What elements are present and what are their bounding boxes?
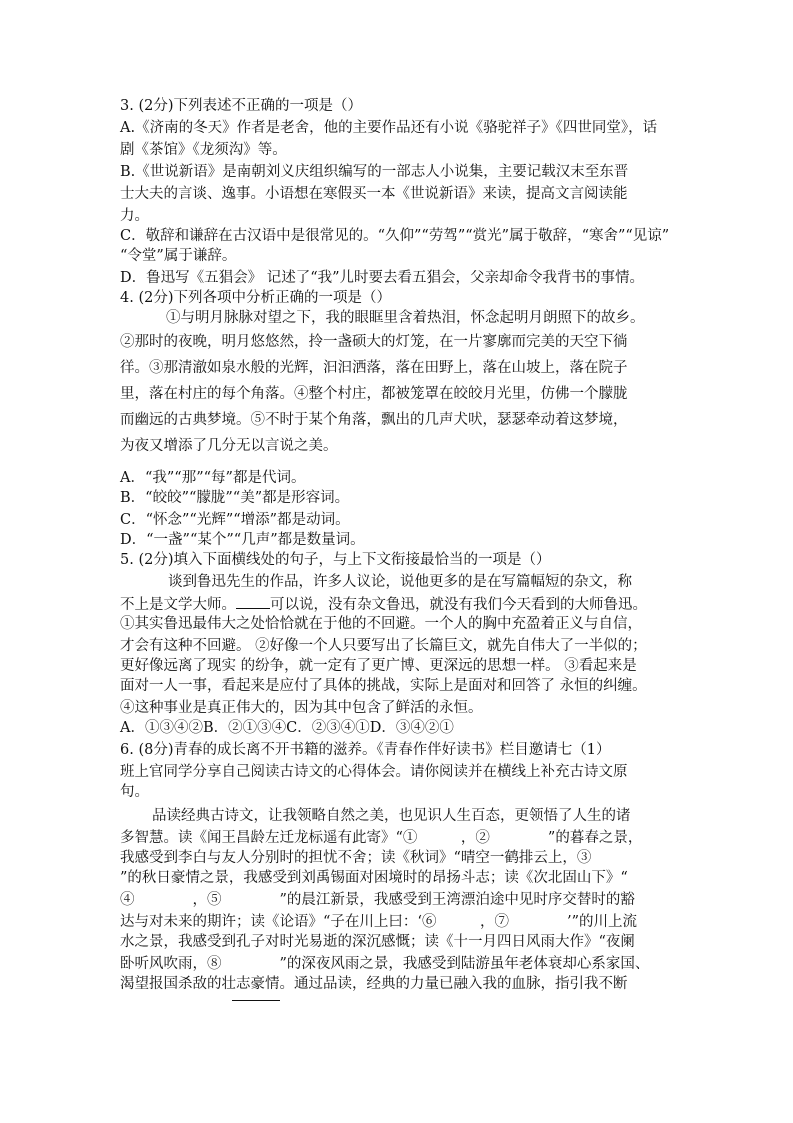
q6-stem-line3: 句。 [120,784,149,800]
q5-stem: 5. (2分)填入下面横线处的句子，与上下文衔接最恰当的一项是（） [120,552,551,568]
q5-passage-line5: 更好像远离了现实 的纷争，就一定有了更广博、更深远的思想一样。 ③看起来是 [120,658,637,674]
q6-text-line2: 多智慧。读《闻王昌龄左迁龙标遥有此寄》“① ，② ”的暮春之景， [120,830,643,846]
q6-stem-line2: 班上官同学分享自己阅读古诗文的心得体会。请你阅读并在横线上补充古诗文原 [120,764,628,780]
q3-option-b-line2: 士大夫的言谈、逸事。小语想在寒假买一本《世说新语》来读，提高文言阅读能 [120,186,628,202]
q5-passage-line6: 面对一人一事，看起来是应付了具体的挑战，实际上是面对和回答了 永恒的纠缠。 [120,678,647,694]
q4-option-c: C．“怀念”“光辉”“增添”都是动词。 [120,512,350,528]
q4-stem: 4. (2分)下列各项中分析正确的一项是（） [120,290,391,306]
q5-passage-line7: ④这种事业是真正伟大的，因为其中包含了鲜活的永恒。 [120,700,483,716]
q3-option-b-line3: 力。 [120,208,149,224]
q3-option-c-line1: C．敬辞和谦辞在古汉语中是很常见的。“久仰”“劳驾”“赏光”属于敬辞，“寒舍”“见谅” [120,228,670,244]
q5-passage-line2 [120,594,647,615]
q4-passage-line4: 里，落在村庄的每个角落。④整个村庄，都被笼罩在皎皎月光里，仿佛一个朦胧 [120,386,628,402]
q5-passage-line2-end: 可以说，没有杂文鲁迅，就没有我们今天看到的大师鲁迅。 [270,597,647,613]
q3-option-b-line1: B.《世说新语》是南朝刘义庆组织编写的一部志人小说集，主要记载汉末至东晋 [120,164,629,180]
q4-option-b: B．“皎皎”“朦胧”“美”都是形容词。 [120,490,350,506]
q5-passage-line1: 谈到鲁迅先生的作品，许多人议论，说他更多的是在写篇幅短的杂文，称 [168,574,632,590]
q5-passage-line2-start: 不上是文学大师。 [120,597,236,613]
q5-passage-line3: ①其实鲁迅最伟大之处恰恰就在于他的不回避。一个人的胸中充盈着正义与自信， [120,616,642,632]
q6-text-line4: ”的秋日豪情之景，我感受到刘禹锡面对困境时的昂扬斗志；读《次北固山下》“ [120,870,628,886]
q4-option-d: D．“一盏”“某个”“几声”都是数量词。 [120,532,365,548]
q4-passage-line3: 徉。③那清澈如泉水般的光辉，汩汩洒落，落在田野上，落在山坡上，落在院子 [120,360,628,376]
q3-option-c-line2: “令堂”属于谦辞。 [120,248,237,264]
q5-passage-line4: 才会有这种不回避。 ②好像一个人只要写出了长篇巨文，就先自伟大了一半似的； [120,638,647,654]
q4-passage-line2: ②那时的夜晚，明月悠悠然，拎一盏硕大的灯笼，在一片寥廓而完美的天空下徜 [120,334,628,350]
q6-text-line6: 达与对未来的期许；读《论语》“子在川上曰：‘⑥ ，⑦ ’”的川上流 [120,914,638,930]
q6-text-line8: 卧听风吹雨，⑧ ”的深夜风雨之景，我感受到陆游虽年老体衰却心系家国、 [120,956,650,972]
q3-option-d: D．鲁迅写《五猖会》 记述了“我”儿时要去看五猖会，父亲却命令我背书的事情。 [120,270,645,286]
q4-passage-line1: ①与明月脉脉对望之下，我的眼眶里含着热泪，怀念起明月朗照下的故乡。 [166,310,645,326]
q6-stem-line1: 6. (8分)青春的成长离不开书籍的滋养。《青春作伴好读书》栏目邀请七（1） [120,742,611,758]
q5-options: A．①③④②B．②①③④C．②③④①D．③④②① [120,720,454,736]
q6-text-line3: 我感受到李白与友人分别时的担忧不舍；读《秋词》“晴空一鹤排云上，③ [120,850,592,866]
q3-stem: 3. (2分)下列表述不正确的一项是（） [120,98,362,114]
q6-text-line1: 品读经典古诗文，让我领略自然之美，也见识人生百态，更领悟了人生的诸 [152,808,631,824]
q3-option-a-line2: 剧《茶馆》《龙须沟》等。 [120,142,287,158]
q3-option-a-line1: A.《济南的冬天》作者是老舍，他的主要作品还有小说《骆驼祥子》《四世同堂》，话 [120,120,658,136]
q5-answer-blank[interactable] [236,594,270,609]
footer-rule [232,1000,280,1001]
q4-passage-line5: 而幽远的古典梦境。⑤不时于某个角落，飘出的几声犬吠，瑟瑟牵动着这梦境， [120,412,628,428]
q6-text-line9: 渴望报国杀敌的壮志豪情。通过品读，经典的力量已融入我的血脉，指引我不断 [120,976,628,992]
q6-text-line7: 水之景，我感受到孔子对时光易逝的深沉感慨；读《十一月四日风雨大作》“夜阑 [120,934,635,950]
q4-option-a: A．“我”“那”“每”都是代词。 [120,470,306,486]
q4-passage-line6: 为夜又增添了几分无以言说之美。 [120,438,338,454]
q6-text-line5: ④ ，⑤ ”的晨江新景，我感受到王湾漂泊途中见时序交替时的豁 [120,892,635,908]
